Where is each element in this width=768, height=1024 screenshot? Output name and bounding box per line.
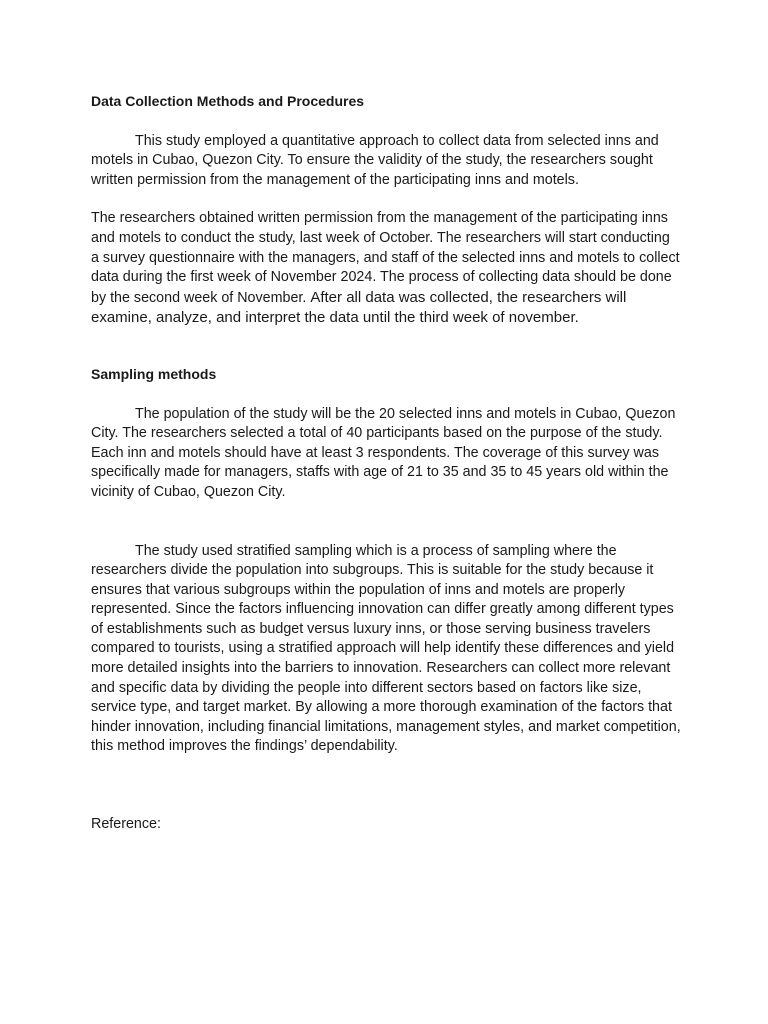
paragraph-permission-timeline	[91, 209, 681, 329]
reference-label: Reference:	[91, 816, 161, 833]
paragraph-study-approach: This study employed a quantitative approach to collect data from selected inns and motels in Cubao, Quezon City. To ensure the validity of the study, the researchers sought written permission from the management of the participating inns and motels.	[91, 132, 659, 188]
section-heading-data-collection: Data Collection Methods and Procedures	[91, 93, 365, 109]
paragraph-permission-timeline-main: The researchers obtained written permission from the management of the participating inns and motels to conduct the study, last week of October. The researchers will start conducting a survey questionnaire with the managers, and staff of the selected inns and motels to collect data during the first week of November 2024. The process of collecting data should be done by the second week of November.	[91, 210, 680, 306]
paragraph-stratified-sampling: The study used stratified sampling which is a process of sampling where the researchers divide the population into subgroups. This is suitable for the study because it ensures that various subgroups within the population of inns and motels are properly represented. Since the factors influencing innovation can differ greatly among different types of establishments such as budget versus luxury inns, or those serving business travelers compared to tourists, using a stratified approach will help identify these differences and yield more detailed insights into the barriers to innovation. Researchers can collect more relevant and specific data by dividing the people into different sectors based on factors like size, service type, and target market. By allowing a more thorough examination of the factors that hinder innovation, including financial limitations, management styles, and market competition, this method improves the findings’ dependability.	[91, 542, 681, 755]
section-heading-sampling-methods: Sampling methods	[91, 365, 217, 382]
paragraph-population: The population of the study will be the 20 selected inns and motels in Cubao, Quezon City. The researchers selected a total of 40 participants based on the purpose of the study. Each inn and motels should have at least 3 respondents. The coverage of this survey was specifically made for managers, staffs with age of 21 to 35 and 35 to 45 years old within the vicinity of Cubao, Quezon City.	[91, 405, 676, 500]
paragraph-permission-timeline-tail: After all data was collected, the researchers will examine, analyze, and interpret the data until the third week of november.	[91, 288, 627, 327]
document-body	[91, 92, 681, 835]
